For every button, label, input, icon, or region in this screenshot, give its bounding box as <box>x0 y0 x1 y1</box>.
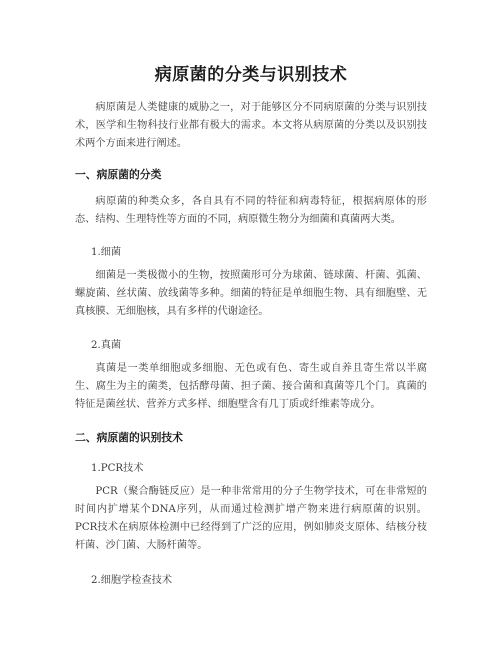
document-title: 病原菌的分类与识别技术 <box>154 65 348 85</box>
section1-sub2-paragraph: 真菌是一类单细胞或多细胞、无色或有色、寄生或自养且寄生常以半腐生、腐生为主的菌类，包括酵母菌、担子菌、接合菌和真菌等几个门。真菌的特征是菌丝状、营养方式多样、细胞壁含有几丁质或纤维素等成分。 <box>75 363 427 410</box>
section1-sub1-title: 1.细菌 <box>91 247 122 258</box>
section1-intro-paragraph: 病原菌的种类众多，各自具有不同的特征和病毒特征，根据病原体的形态、结构、生理特性等方面的不同，病原微生物分为细菌和真菌两大类。 <box>75 196 427 225</box>
section2-heading: 二、病原菌的识别技术 <box>75 431 183 444</box>
section2-sub1-paragraph: PCR（聚合酶链反应）是一种非常常用的分子生物学技术，可在非常短的时间内扩增某个DNA序列，从而通过检测扩增产物来进行病原菌的识别。PCR技术在病原体检测中已经得到了广泛的应用，例如肺炎支原体、结核分枝杆菌、沙门菌、大肠杆菌等。 <box>75 486 427 551</box>
section1-heading: 一、病原菌的分类 <box>75 168 162 181</box>
section2-sub1-title: 1.PCR技术 <box>91 463 144 474</box>
section1-sub2-title: 2.真菌 <box>91 340 122 351</box>
section2-sub2-title: 2.细胞学检查技术 <box>91 575 173 586</box>
section1-sub1-paragraph: 细菌是一类极微小的生物，按照菌形可分为球菌、链球菌、杆菌、弧菌、螺旋菌、丝状菌、放线菌等多种。细菌的特征是单细胞生物、具有细胞壁、无真核膜、无细胞核，具有多样的代谢途径。 <box>75 270 427 317</box>
intro-paragraph: 病原菌是人类健康的威胁之一，对于能够区分不同病原菌的分类与识别技术，医学和生物科技行业都有极大的需求。本文将从病原菌的分类以及识别技术两个方面来进行阐述。 <box>75 102 427 149</box>
